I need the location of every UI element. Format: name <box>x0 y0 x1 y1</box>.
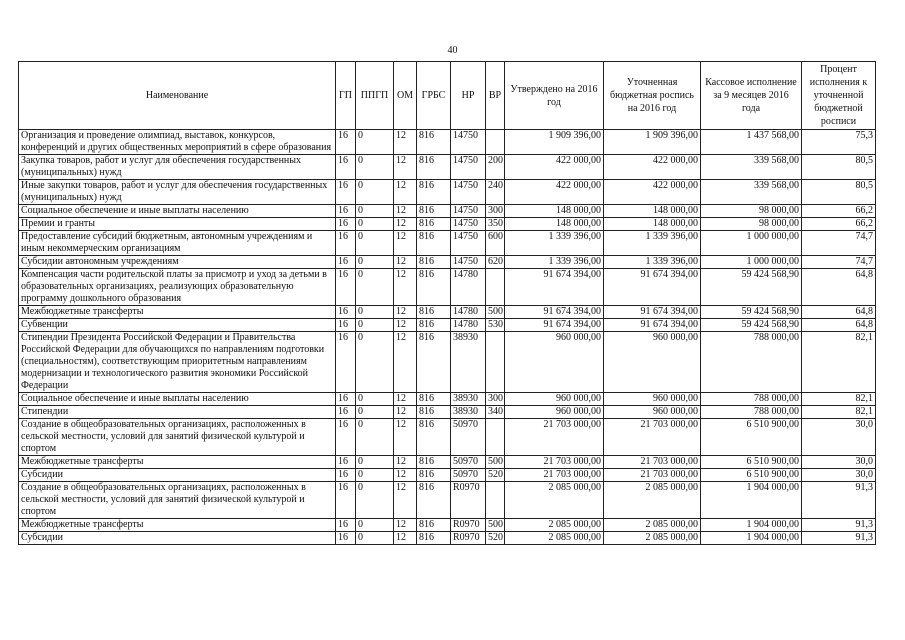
cell-refined: 1 339 396,00 <box>604 256 701 269</box>
cell-percent: 30,0 <box>802 456 876 469</box>
cell-cash: 788 000,00 <box>701 406 802 419</box>
cell-cash: 59 424 568,90 <box>701 269 802 306</box>
cell-grbs: 816 <box>417 406 451 419</box>
cell-percent: 74,7 <box>802 231 876 256</box>
cell-refined: 91 674 394,00 <box>604 306 701 319</box>
cell-vr: 300 <box>486 393 505 406</box>
table-row <box>19 155 876 180</box>
cell-approved: 1 339 396,00 <box>505 256 604 269</box>
cell-nr: 38930 <box>451 406 486 419</box>
header-gp: ГП <box>336 62 356 130</box>
cell-vr: 600 <box>486 231 505 256</box>
cell-vr: 520 <box>486 532 505 545</box>
cell-ppgp: 0 <box>356 319 394 332</box>
table-row <box>19 319 876 332</box>
header-grbs: ГРБС <box>417 62 451 130</box>
cell-cash: 59 424 568,90 <box>701 306 802 319</box>
cell-om: 12 <box>394 306 417 319</box>
cell-name: Субсидии <box>19 532 336 545</box>
cell-vr: 240 <box>486 180 505 205</box>
header-cash: Кассовое исполнение за 9 месяцев 2016 года <box>701 62 802 130</box>
cell-om: 12 <box>394 155 417 180</box>
cell-nr: R0970 <box>451 482 486 519</box>
cell-om: 12 <box>394 218 417 231</box>
cell-ppgp: 0 <box>356 406 394 419</box>
cell-ppgp: 0 <box>356 532 394 545</box>
cell-nr: 14750 <box>451 218 486 231</box>
table-row <box>19 519 876 532</box>
cell-vr: 200 <box>486 155 505 180</box>
cell-gp: 16 <box>336 419 356 456</box>
cell-nr: 38930 <box>451 393 486 406</box>
cell-nr: 50970 <box>451 456 486 469</box>
cell-approved: 148 000,00 <box>505 218 604 231</box>
cell-gp: 16 <box>336 231 356 256</box>
cell-cash: 6 510 900,00 <box>701 469 802 482</box>
cell-approved: 2 085 000,00 <box>505 519 604 532</box>
table-row <box>19 532 876 545</box>
cell-gp: 16 <box>336 130 356 155</box>
cell-vr <box>486 482 505 519</box>
cell-name: Межбюджетные трансферты <box>19 306 336 319</box>
cell-percent: 30,0 <box>802 469 876 482</box>
cell-gp: 16 <box>336 519 356 532</box>
cell-grbs: 816 <box>417 532 451 545</box>
header-om: ОМ <box>394 62 417 130</box>
cell-vr: 350 <box>486 218 505 231</box>
cell-percent: 74,7 <box>802 256 876 269</box>
cell-percent: 91,3 <box>802 519 876 532</box>
cell-om: 12 <box>394 256 417 269</box>
cell-name: Стипендии Президента Российской Федерации и Правительства Российской Федерации для обучающихся по направлениям подготовки (специальностям), соответствующим приоритетным направлениям модернизации и технологического развития экономики Российской Федерации <box>19 332 336 393</box>
budget-table <box>18 61 876 545</box>
cell-nr: 14750 <box>451 180 486 205</box>
cell-nr: 14750 <box>451 256 486 269</box>
cell-gp: 16 <box>336 469 356 482</box>
cell-name: Социальное обеспечение и иные выплаты населению <box>19 393 336 406</box>
header-nr: НР <box>451 62 486 130</box>
cell-refined: 2 085 000,00 <box>604 482 701 519</box>
cell-percent: 64,8 <box>802 319 876 332</box>
cell-ppgp: 0 <box>356 256 394 269</box>
cell-cash: 6 510 900,00 <box>701 419 802 456</box>
cell-approved: 422 000,00 <box>505 180 604 205</box>
cell-percent: 75,3 <box>802 130 876 155</box>
cell-percent: 30,0 <box>802 419 876 456</box>
cell-grbs: 816 <box>417 456 451 469</box>
cell-percent: 64,8 <box>802 269 876 306</box>
cell-vr: 300 <box>486 205 505 218</box>
cell-cash: 98 000,00 <box>701 218 802 231</box>
cell-gp: 16 <box>336 393 356 406</box>
cell-ppgp: 0 <box>356 155 394 180</box>
cell-approved: 2 085 000,00 <box>505 482 604 519</box>
cell-nr: 38930 <box>451 332 486 393</box>
cell-grbs: 816 <box>417 519 451 532</box>
cell-refined: 91 674 394,00 <box>604 269 701 306</box>
cell-percent: 66,2 <box>802 205 876 218</box>
cell-ppgp: 0 <box>356 180 394 205</box>
header-refined: Уточненная бюджетная роспись на 2016 год <box>604 62 701 130</box>
cell-nr: 14780 <box>451 306 486 319</box>
cell-cash: 1 000 000,00 <box>701 256 802 269</box>
cell-grbs: 816 <box>417 205 451 218</box>
cell-vr <box>486 419 505 456</box>
cell-approved: 91 674 394,00 <box>505 306 604 319</box>
cell-refined: 148 000,00 <box>604 218 701 231</box>
cell-approved: 1 909 396,00 <box>505 130 604 155</box>
cell-cash: 1 904 000,00 <box>701 519 802 532</box>
cell-nr: 50970 <box>451 419 486 456</box>
cell-approved: 960 000,00 <box>505 393 604 406</box>
cell-percent: 82,1 <box>802 406 876 419</box>
cell-name: Создание в общеобразовательных организациях, расположенных в сельской местности, условий для занятий физической культурой и спортом <box>19 419 336 456</box>
table-row <box>19 332 876 393</box>
cell-approved: 21 703 000,00 <box>505 419 604 456</box>
cell-refined: 1 909 396,00 <box>604 130 701 155</box>
cell-name: Закупка товаров, работ и услуг для обеспечения государственных (муниципальных) нужд <box>19 155 336 180</box>
cell-gp: 16 <box>336 406 356 419</box>
cell-approved: 148 000,00 <box>505 205 604 218</box>
cell-approved: 960 000,00 <box>505 332 604 393</box>
cell-percent: 64,8 <box>802 306 876 319</box>
cell-nr: 50970 <box>451 469 486 482</box>
cell-grbs: 816 <box>417 218 451 231</box>
cell-refined: 21 703 000,00 <box>604 456 701 469</box>
cell-grbs: 816 <box>417 332 451 393</box>
table-row <box>19 180 876 205</box>
cell-name: Субвенции <box>19 319 336 332</box>
cell-nr: R0970 <box>451 519 486 532</box>
cell-gp: 16 <box>336 256 356 269</box>
cell-vr: 530 <box>486 319 505 332</box>
cell-om: 12 <box>394 205 417 218</box>
table-row <box>19 269 876 306</box>
cell-om: 12 <box>394 469 417 482</box>
cell-percent: 82,1 <box>802 393 876 406</box>
cell-vr: 500 <box>486 519 505 532</box>
cell-refined: 148 000,00 <box>604 205 701 218</box>
cell-cash: 1 904 000,00 <box>701 532 802 545</box>
cell-nr: 14750 <box>451 130 486 155</box>
cell-ppgp: 0 <box>356 306 394 319</box>
cell-name: Создание в общеобразовательных организациях, расположенных в сельской местности, условий для занятий физической культурой и спортом <box>19 482 336 519</box>
cell-refined: 91 674 394,00 <box>604 319 701 332</box>
cell-om: 12 <box>394 269 417 306</box>
cell-name: Премии и гранты <box>19 218 336 231</box>
cell-ppgp: 0 <box>356 332 394 393</box>
cell-grbs: 816 <box>417 319 451 332</box>
cell-name: Субсидии <box>19 469 336 482</box>
cell-refined: 21 703 000,00 <box>604 419 701 456</box>
cell-om: 12 <box>394 393 417 406</box>
cell-grbs: 816 <box>417 155 451 180</box>
cell-grbs: 816 <box>417 419 451 456</box>
cell-vr <box>486 269 505 306</box>
cell-om: 12 <box>394 456 417 469</box>
page-number: 40 <box>447 45 458 56</box>
cell-gp: 16 <box>336 218 356 231</box>
cell-gp: 16 <box>336 180 356 205</box>
cell-name: Субсидии автономным учреждениям <box>19 256 336 269</box>
cell-refined: 422 000,00 <box>604 155 701 180</box>
cell-name: Предоставление субсидий бюджетным, автономным учреждениям и иным некоммерческим организациям <box>19 231 336 256</box>
cell-nr: 14780 <box>451 269 486 306</box>
cell-percent: 82,1 <box>802 332 876 393</box>
cell-approved: 21 703 000,00 <box>505 469 604 482</box>
cell-grbs: 816 <box>417 256 451 269</box>
table-body <box>19 130 876 545</box>
cell-gp: 16 <box>336 306 356 319</box>
table-row <box>19 406 876 419</box>
cell-vr: 500 <box>486 306 505 319</box>
cell-gp: 16 <box>336 319 356 332</box>
cell-vr <box>486 130 505 155</box>
cell-om: 12 <box>394 231 417 256</box>
cell-cash: 1 904 000,00 <box>701 482 802 519</box>
cell-ppgp: 0 <box>356 469 394 482</box>
cell-gp: 16 <box>336 205 356 218</box>
cell-name: Компенсация части родительской платы за присмотр и уход за детьми в образовательных организациях, реализующих образовательную программу дошкольного образования <box>19 269 336 306</box>
table-row <box>19 482 876 519</box>
cell-nr: R0970 <box>451 532 486 545</box>
cell-name: Межбюджетные трансферты <box>19 456 336 469</box>
cell-name: Иные закупки товаров, работ и услуг для обеспечения государственных (муниципальных) нужд <box>19 180 336 205</box>
table-row <box>19 419 876 456</box>
cell-vr: 340 <box>486 406 505 419</box>
cell-om: 12 <box>394 482 417 519</box>
cell-om: 12 <box>394 519 417 532</box>
cell-om: 12 <box>394 130 417 155</box>
cell-om: 12 <box>394 332 417 393</box>
cell-cash: 59 424 568,90 <box>701 319 802 332</box>
cell-percent: 80,5 <box>802 155 876 180</box>
cell-nr: 14780 <box>451 319 486 332</box>
cell-grbs: 816 <box>417 482 451 519</box>
cell-nr: 14750 <box>451 205 486 218</box>
cell-cash: 1 000 000,00 <box>701 231 802 256</box>
cell-ppgp: 0 <box>356 393 394 406</box>
header-ppgp: ППГП <box>356 62 394 130</box>
cell-name: Стипендии <box>19 406 336 419</box>
cell-name: Межбюджетные трансферты <box>19 519 336 532</box>
cell-nr: 14750 <box>451 155 486 180</box>
cell-ppgp: 0 <box>356 269 394 306</box>
cell-name: Социальное обеспечение и иные выплаты населению <box>19 205 336 218</box>
cell-refined: 422 000,00 <box>604 180 701 205</box>
header-approved: Утверждено на 2016 год <box>505 62 604 130</box>
cell-nr: 14750 <box>451 231 486 256</box>
cell-vr <box>486 332 505 393</box>
cell-refined: 960 000,00 <box>604 406 701 419</box>
table-row <box>19 469 876 482</box>
cell-refined: 1 339 396,00 <box>604 231 701 256</box>
table-row <box>19 256 876 269</box>
cell-cash: 339 568,00 <box>701 155 802 180</box>
cell-approved: 21 703 000,00 <box>505 456 604 469</box>
cell-approved: 1 339 396,00 <box>505 231 604 256</box>
cell-gp: 16 <box>336 456 356 469</box>
cell-approved: 91 674 394,00 <box>505 269 604 306</box>
cell-om: 12 <box>394 419 417 456</box>
cell-om: 12 <box>394 532 417 545</box>
cell-ppgp: 0 <box>356 419 394 456</box>
cell-vr: 500 <box>486 456 505 469</box>
cell-ppgp: 0 <box>356 456 394 469</box>
header-vr: ВР <box>486 62 505 130</box>
cell-cash: 788 000,00 <box>701 393 802 406</box>
table-row <box>19 130 876 155</box>
cell-grbs: 816 <box>417 469 451 482</box>
cell-ppgp: 0 <box>356 519 394 532</box>
cell-refined: 21 703 000,00 <box>604 469 701 482</box>
cell-cash: 339 568,00 <box>701 180 802 205</box>
table-row <box>19 306 876 319</box>
table-row <box>19 456 876 469</box>
cell-gp: 16 <box>336 269 356 306</box>
cell-grbs: 816 <box>417 306 451 319</box>
cell-grbs: 816 <box>417 180 451 205</box>
cell-approved: 422 000,00 <box>505 155 604 180</box>
cell-om: 12 <box>394 180 417 205</box>
cell-refined: 2 085 000,00 <box>604 532 701 545</box>
table-row <box>19 205 876 218</box>
cell-refined: 960 000,00 <box>604 332 701 393</box>
cell-grbs: 816 <box>417 130 451 155</box>
cell-cash: 1 437 568,00 <box>701 130 802 155</box>
header-percent: Процент исполнения к уточненной бюджетной росписи <box>802 62 876 130</box>
cell-ppgp: 0 <box>356 130 394 155</box>
cell-ppgp: 0 <box>356 218 394 231</box>
cell-percent: 91,3 <box>802 482 876 519</box>
cell-percent: 91,3 <box>802 532 876 545</box>
cell-grbs: 816 <box>417 393 451 406</box>
cell-percent: 80,5 <box>802 180 876 205</box>
header-row <box>19 62 876 130</box>
cell-gp: 16 <box>336 155 356 180</box>
cell-om: 12 <box>394 319 417 332</box>
cell-vr: 520 <box>486 469 505 482</box>
table-row <box>19 393 876 406</box>
cell-approved: 2 085 000,00 <box>505 532 604 545</box>
cell-ppgp: 0 <box>356 231 394 256</box>
header-name: Наименование <box>19 62 336 130</box>
cell-refined: 2 085 000,00 <box>604 519 701 532</box>
cell-ppgp: 0 <box>356 205 394 218</box>
cell-name: Организация и проведение олимпиад, выставок, конкурсов, конференций и других общественных мероприятий в сфере образования <box>19 130 336 155</box>
cell-gp: 16 <box>336 482 356 519</box>
cell-cash: 98 000,00 <box>701 205 802 218</box>
cell-grbs: 816 <box>417 269 451 306</box>
cell-gp: 16 <box>336 332 356 393</box>
cell-vr: 620 <box>486 256 505 269</box>
table-row <box>19 218 876 231</box>
cell-ppgp: 0 <box>356 482 394 519</box>
cell-approved: 91 674 394,00 <box>505 319 604 332</box>
cell-refined: 960 000,00 <box>604 393 701 406</box>
cell-cash: 788 000,00 <box>701 332 802 393</box>
cell-grbs: 816 <box>417 231 451 256</box>
cell-om: 12 <box>394 406 417 419</box>
cell-approved: 960 000,00 <box>505 406 604 419</box>
table-row <box>19 231 876 256</box>
cell-gp: 16 <box>336 532 356 545</box>
cell-percent: 66,2 <box>802 218 876 231</box>
cell-cash: 6 510 900,00 <box>701 456 802 469</box>
